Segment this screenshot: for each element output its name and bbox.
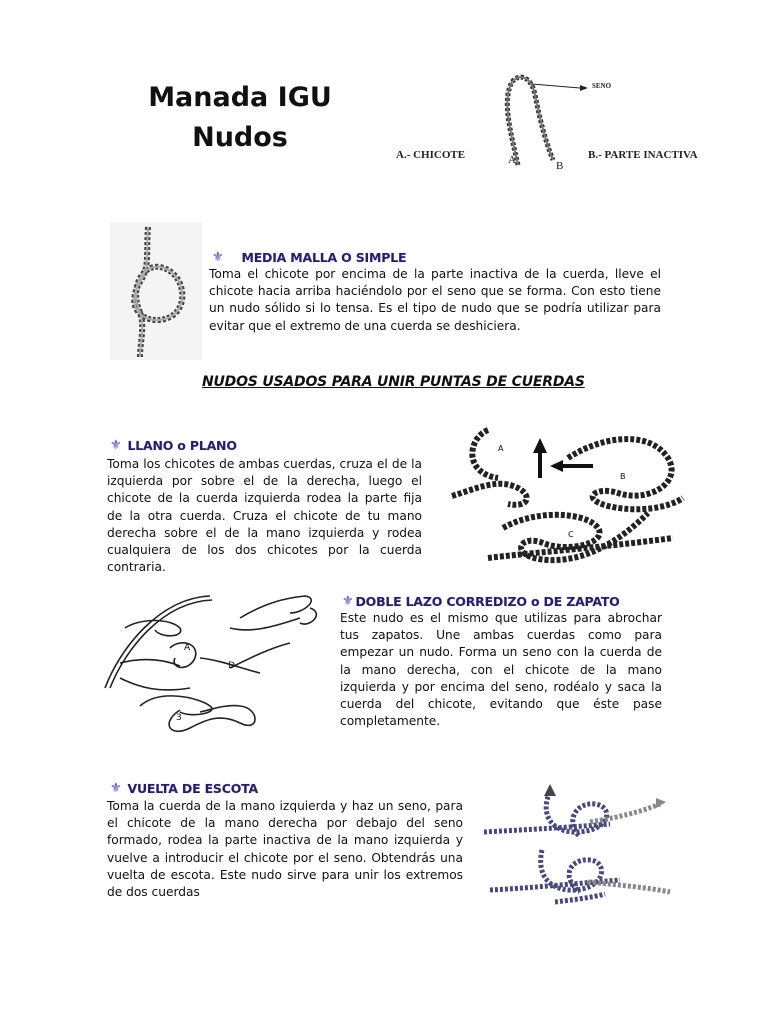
section-title: NUDOS USADOS PARA UNIR PUNTAS DE CUERDAS (202, 374, 585, 390)
media-malla-heading (212, 250, 406, 265)
fleur-de-lis-icon: ⚜ (110, 781, 122, 796)
parte-inactiva-label: B.- PARTE INACTIVA (588, 149, 698, 161)
reef-knot-drawing (448, 418, 690, 568)
rope-parts-diagram (390, 70, 710, 180)
title-line-2: Nudos (192, 122, 288, 153)
llano-heading (110, 438, 237, 453)
shoelace-knot-figure (100, 588, 332, 746)
point-b-label: B (556, 160, 564, 172)
sheet-bend-drawing (480, 782, 680, 908)
fig-label-c: C (568, 530, 574, 539)
svg-text:D: D (228, 661, 235, 671)
seno-label: SENO (592, 82, 612, 90)
point-a-label: A (508, 154, 516, 166)
rope-loop-illustration (390, 70, 710, 180)
svg-text:A: A (184, 643, 191, 653)
doble-lazo-heading-text: DOBLE LAZO CORREDIZO o DE ZAPATO (355, 594, 620, 609)
llano-text: Toma los chicotes de ambas cuerdas, cruza el de la izquierda por sobre el de la derecha, luego el chicote de la cuerda izquierda rodea la parte fija de la otra cuerda. Cruza el chicote de tu mano derecha sobre el de la mano izquierda y rodea cualquiera de los dos chicotes por la cuerda contraria. (107, 457, 422, 575)
reef-knot-figure (448, 418, 690, 568)
fleur-de-lis-icon: ⚜ (110, 438, 122, 453)
doble-lazo-heading (342, 594, 620, 609)
media-malla-text: Toma el chicote por encima de la parte inactiva de la cuerda, lleve el chicote hacia arriba haciéndolo por el seno que se forma. Con esto tiene un nudo sólido si lo tensa. Es el tipo de nudo que se podría utilizar para evitar que el extremo de una cuerda se deshiciera. (209, 267, 661, 333)
chicote-label: A.- CHICOTE (396, 149, 466, 161)
overhand-knot-drawing (110, 222, 202, 360)
title-line-1: Manada IGU (148, 82, 332, 113)
sheet-bend-figure (480, 782, 680, 908)
escota-heading (110, 781, 258, 796)
fig-label-a: A (498, 444, 504, 453)
fleur-de-lis-icon: ⚜ (342, 594, 354, 609)
llano-heading-text: LLANO o PLANO (127, 438, 237, 453)
page-title (140, 78, 340, 158)
svg-text:3: 3 (176, 713, 182, 723)
doble-lazo-text: Este nudo es el mismo que utilizas para abrochar tus zapatos. Une ambas cuerdas como para empezar un nudo. Forma un seno con la cuerda de la mano derecha, con el chicote de la mano izquierda y por encima del seno, rodéalo y saca la cuerda del chicote, evitando que éste pase completamente. (340, 611, 662, 729)
escota-heading-text: VUELTA DE ESCOTA (127, 781, 258, 796)
fig-label-b: B (620, 472, 626, 481)
overhand-knot-image (110, 222, 202, 360)
fleur-de-lis-icon: ⚜ (212, 250, 224, 265)
media-malla-heading-text: MEDIA MALLA O SIMPLE (241, 250, 407, 265)
escota-text: Toma la cuerda de la mano izquierda y haz un seno, para el chicote de la mano derecha por debajo del seno formado, rodea la parte inactiva de la mano izquierda y vuelve a introducir el chicote por el seno. Obtendrás una vuelta de escota. Este nudo sirve para unir los extremos de dos cuerdas (107, 799, 463, 900)
shoelace-knot-drawing (100, 588, 332, 746)
